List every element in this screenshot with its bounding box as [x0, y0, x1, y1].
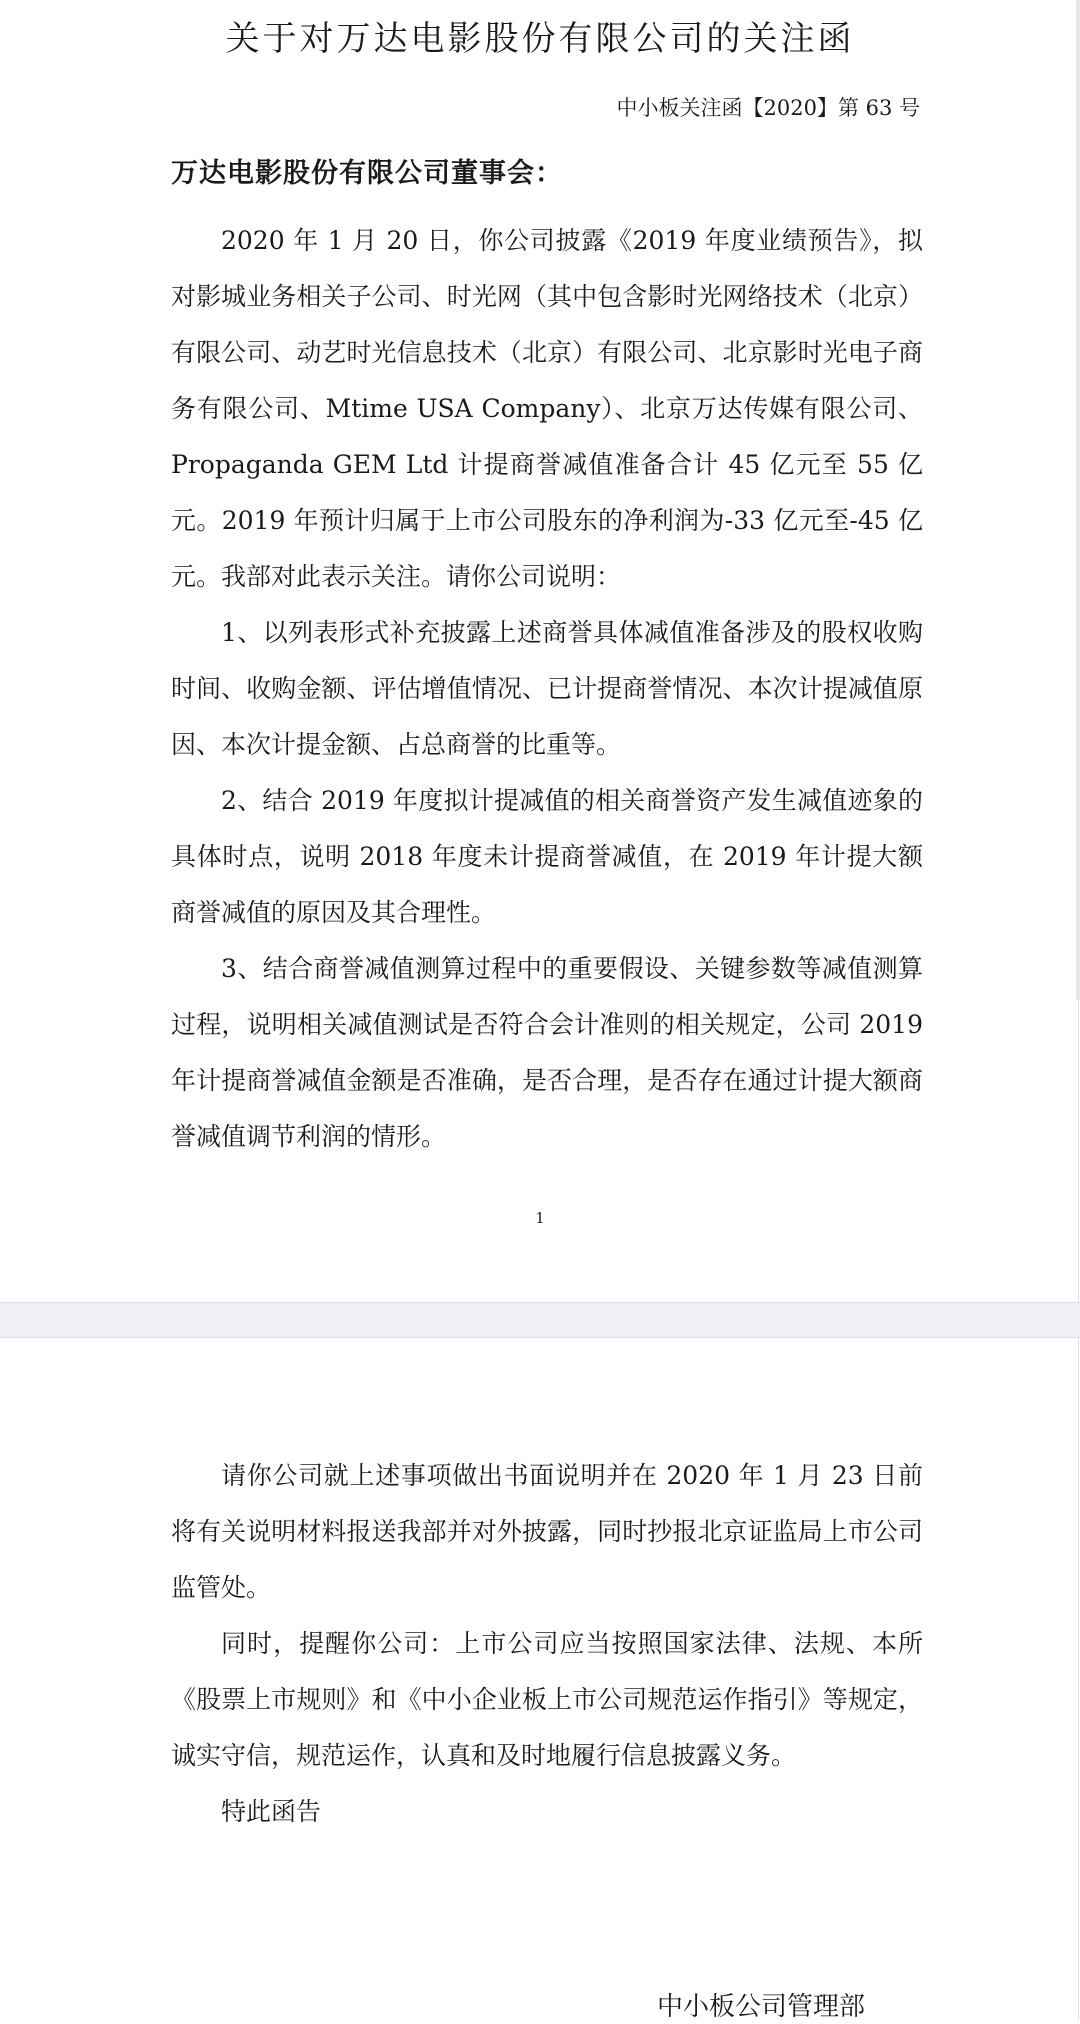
paragraph-question-3: 3、结合商誉减值测算过程中的重要假设、关键参数等减值测算过程，说明相关减值测试是否符合会计准则的相关规定，公司 2019 年计提商誉减值金额是否准确，是否合理，是否存在通过计提大额商誉减值调节利润的情形。 [171, 954, 923, 1151]
document-number: 中小板关注函【2020】第 63 号 [616, 96, 920, 120]
paragraph-question-1: 1、以列表形式补充披露上述商誉具体减值准备涉及的股权收购时间、收购金额、评估增值情况、已计提商誉情况、本次计提减值原因、本次计提金额、占总商誉的比重等。 [171, 618, 923, 759]
paragraph-concern: 我部对此表示关注。请你公司说明： [221, 562, 622, 591]
paragraph-request: 请你公司就上述事项做出书面说明并在 2020 年 1 月 23 日前将有关说明材料报送我部并对外披露，同时抄报北京证监局上市公司监管处。 [171, 1461, 923, 1602]
addressee: 万达电影股份有限公司董事会： [171, 158, 563, 189]
paragraph-reminder: 同时，提醒你公司：上市公司应当按照国家法律、法规、本所《股票上市规则》和《中小企业板上市公司规范运作指引》等规定，诚实守信，规范运作，认真和及时地履行信息披露义务。 [171, 1629, 923, 1770]
document-title: 关于对万达电影股份有限公司的关注函 [225, 19, 855, 59]
paragraph-closing: 特此函告 [221, 1797, 322, 1826]
scrollbar-thumb[interactable] [1076, 0, 1080, 1000]
page-number: 1 [535, 1209, 545, 1227]
page-separator [0, 1302, 1080, 1338]
signature-department: 中小板公司管理部 [657, 1992, 866, 2022]
paragraph-question-2: 2、结合 2019 年度拟计提减值的相关商誉资产发生减值迹象的具体时点，说明 2018 年度未计提商誉减值，在 2019 年计提大额商誉减值的原因及其合理性。 [171, 786, 923, 927]
paragraph-disclosure: 2020 年 1 月 20 日，你公司披露《2019 年度业绩预告》，拟对影城业务相关子公司、时光网（其中包含影时光网络技术（北京）有限公司、动艺时光信息技术（北京）有限公司、北京影时光电子商务有限公司、Mtime USA Company）、北京万达传媒有限公司、Propaganda GEM Ltd 计提商誉减值准备合计 45 亿元至 55 亿元。2019 年预计归属于上市公司股东的净利润为-33 亿元至-45 亿元。 [171, 226, 923, 591]
